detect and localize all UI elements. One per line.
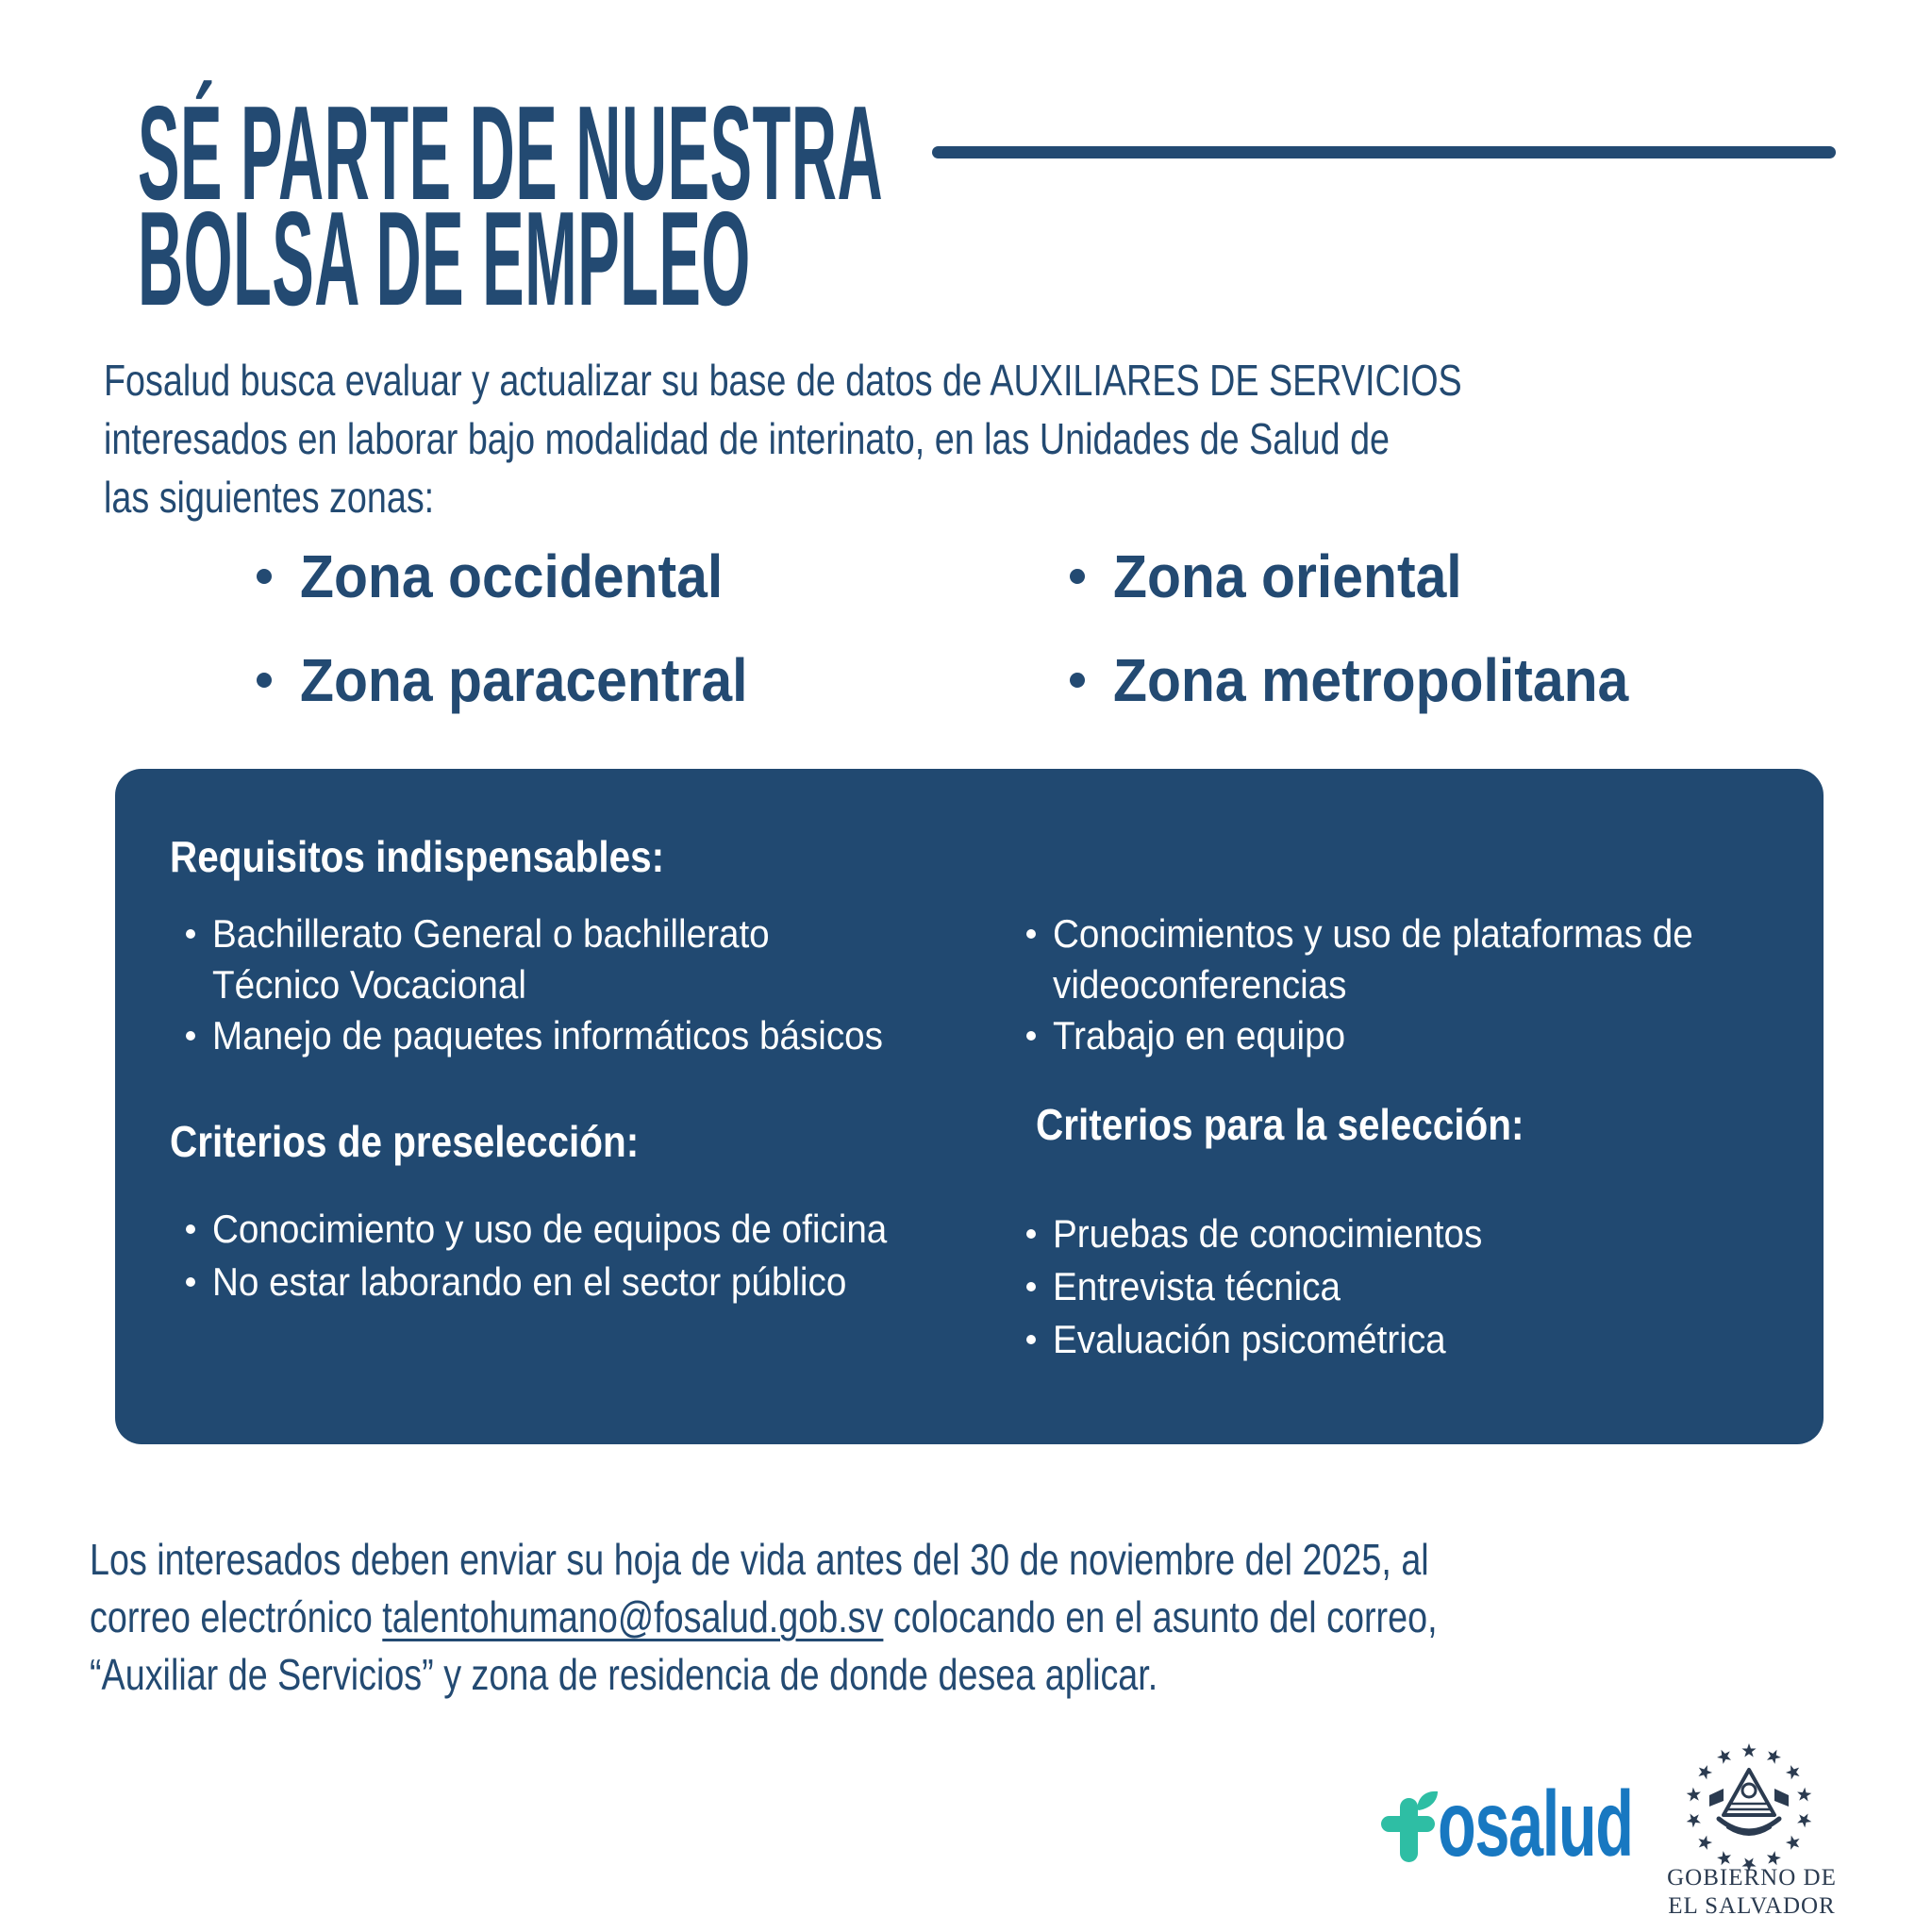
zone-item-metropolitana <box>1070 647 1674 713</box>
bullet-dot-icon <box>1070 673 1085 688</box>
zone-label: Zona occidental <box>300 542 724 610</box>
preseleccion-list <box>186 1203 946 1308</box>
list-item: Conocimientos y uso de plataformas de videoconferencias <box>1026 908 1749 1010</box>
requisitos-title: Requisitos indispensables: <box>170 832 665 881</box>
page-title-line-1: SÉ PARTE DE NUESTRA <box>138 78 884 228</box>
fosalud-f-icon <box>1381 1790 1438 1862</box>
bullet-dot-icon <box>1026 1031 1036 1041</box>
intro-paragraph-line-1: Fosalud busca evaluar y actualizar su base de datos de AUXILIARES DE SERVICIOS <box>104 356 1462 405</box>
bullet-dot-icon <box>1070 569 1085 584</box>
list-item: Pruebas de conocimientos <box>1026 1208 1520 1260</box>
list-item: No estar laborando en el sector público <box>186 1256 946 1308</box>
competencias-list <box>1026 908 1749 1061</box>
footer-paragraph-line-3: “Auxiliar de Servicios” y zona de residencia de donde desea aplicar. <box>90 1650 1158 1699</box>
zone-label: Zona paracentral <box>300 646 748 714</box>
zone-item-occidental <box>257 543 759 609</box>
zone-item-paracentral <box>257 647 787 713</box>
bullet-dot-icon <box>257 673 272 688</box>
bullet-dot-icon <box>1026 1229 1036 1239</box>
seleccion-list <box>1026 1208 1520 1366</box>
bullet-dot-icon <box>186 1277 195 1287</box>
page-title-line-2: BOLSA DE EMPLEO <box>138 184 751 334</box>
requisitos-list <box>186 908 941 1061</box>
title-accent-line <box>932 146 1836 158</box>
zone-label: Zona metropolitana <box>1113 646 1629 714</box>
requirements-panel <box>115 769 1824 1444</box>
bullet-dot-icon <box>186 1224 195 1234</box>
list-item: Manejo de paquetes informáticos básicos <box>186 1010 941 1061</box>
list-item: Bachillerato General o bachillerato Técnico Vocacional <box>186 908 941 1010</box>
zone-item-oriental <box>1070 543 1492 609</box>
el-salvador-seal-icon <box>1679 1738 1819 1877</box>
email-link[interactable]: talentohumano@fosalud.gob.sv <box>382 1592 884 1641</box>
bullet-dot-icon <box>1026 1282 1036 1291</box>
list-item: Entrevista técnica <box>1026 1260 1520 1313</box>
footer-paragraph-line-1: Los interesados deben enviar su hoja de vida antes del 30 de noviembre del 2025, al <box>90 1535 1429 1584</box>
bullet-dot-icon <box>1026 1335 1036 1344</box>
fosalud-wordmark: osalud <box>1438 1772 1633 1875</box>
preseleccion-title: Criterios de preselección: <box>170 1117 640 1166</box>
list-item: Trabajo en equipo <box>1026 1010 1749 1061</box>
bullet-dot-icon <box>1026 929 1036 939</box>
intro-paragraph-line-3: las siguientes zonas: <box>104 473 435 522</box>
footer-paragraph-line-2: correo electrónico talentohumano@fosalud.gob.sv colocando en el asunto del correo, <box>90 1592 1438 1641</box>
intro-paragraph-line-2: interesados en laborar bajo modalidad de interinato, en las Unidades de Salud de <box>104 414 1391 463</box>
seleccion-title: Criterios para la selección: <box>1036 1100 1524 1149</box>
list-item: Conocimiento y uso de equipos de oficina <box>186 1203 946 1256</box>
bullet-dot-icon <box>257 569 272 584</box>
bullet-dot-icon <box>186 1031 195 1041</box>
gobierno-label: GOBIERNO DE EL SALVADOR <box>1667 1865 1837 1919</box>
list-item: Evaluación psicométrica <box>1026 1313 1520 1366</box>
zone-label: Zona oriental <box>1113 542 1462 610</box>
bullet-dot-icon <box>186 929 195 939</box>
